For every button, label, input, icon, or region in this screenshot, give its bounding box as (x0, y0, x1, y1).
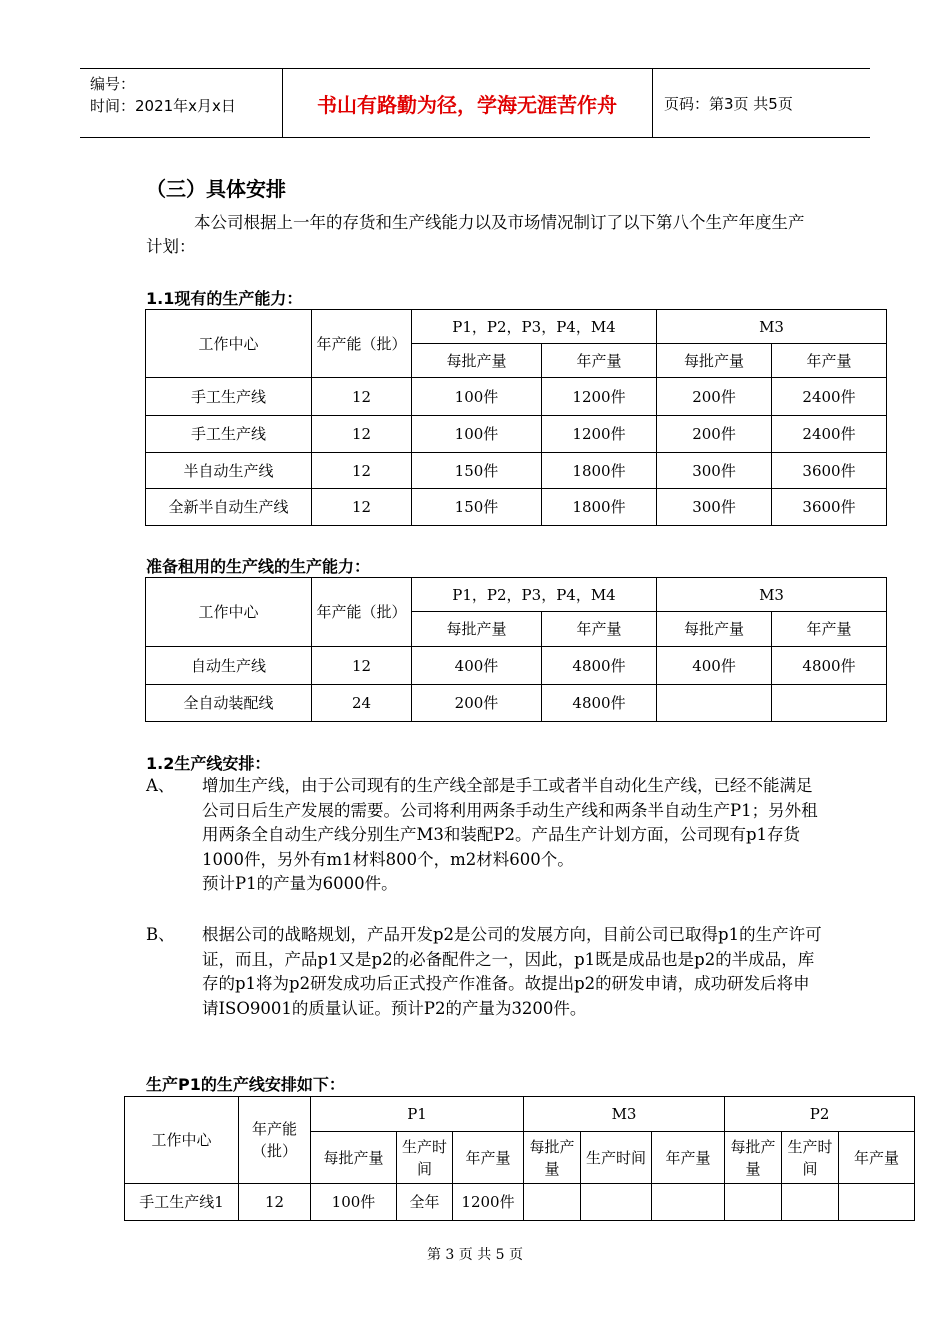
table-cell: 3600件 (772, 489, 887, 526)
table-cell: 12 (312, 453, 412, 489)
intro-paragraph: 本公司根据上一年的存货和生产线能力以及市场情况制订了以下第八个生产年度生产计划： (146, 213, 805, 256)
table-row (146, 453, 887, 489)
table-cell: 12 (312, 416, 412, 453)
table-cell: 12 (239, 1184, 311, 1221)
sub-header-batch: 每批产量 (657, 344, 772, 378)
table-cell: 1200件 (453, 1184, 524, 1221)
table-cell: 12 (312, 378, 412, 416)
table-cell: 自动生产线 (146, 647, 312, 685)
col-header-center: 工作中心 (146, 578, 312, 647)
item-a-marker: A、 (146, 776, 175, 795)
table-cell (657, 685, 772, 722)
table-cell: 300件 (657, 489, 772, 526)
col-header-capacity: 年产能（批） (312, 310, 412, 378)
table-cell: 3600件 (772, 453, 887, 489)
col-header-center: 工作中心 (125, 1097, 239, 1184)
table-cell: 1200件 (542, 416, 657, 453)
group-header-m3: M3 (524, 1097, 725, 1132)
group-header-m3: M3 (657, 310, 887, 344)
group-header-p1: P1 (311, 1097, 524, 1132)
header-motto: 书山有路勤为径，学海无涯苦作舟 (317, 93, 617, 117)
col-header-capacity: 年产能（批） (239, 1097, 311, 1184)
table-row (125, 1184, 915, 1221)
table-cell: 400件 (412, 647, 542, 685)
table-row (146, 489, 887, 526)
sub-header-batch: 每批产量 (725, 1132, 782, 1184)
sub-header-annual: 年产量 (772, 344, 887, 378)
table-cell: 24 (312, 685, 412, 722)
table-cell: 1200件 (542, 378, 657, 416)
table-cell: 400件 (657, 647, 772, 685)
header-meta (90, 73, 236, 117)
table-cell: 300件 (657, 453, 772, 489)
sub-header-time: 生产时间 (782, 1132, 839, 1184)
header-page-number: 页码：第3页 共5页 (664, 95, 793, 113)
table-cell: 4800件 (772, 647, 887, 685)
table-cell: 2400件 (772, 378, 887, 416)
sub-header-batch: 每批产量 (412, 344, 542, 378)
group-header-p2: P2 (725, 1097, 915, 1132)
table-cell: 12 (312, 647, 412, 685)
header-number: 编号： (90, 75, 136, 93)
page-footer: 第 3 页 共 5 页 (426, 1247, 524, 1263)
table-cell: 100件 (311, 1184, 397, 1221)
p1-arrangement-table (124, 1096, 915, 1221)
table-cell: 全新半自动生产线 (146, 489, 312, 526)
arrangement-caption: 1.2生产线安排： (146, 754, 271, 773)
table-cell: 100件 (412, 378, 542, 416)
sub-header-annual: 年产量 (542, 612, 657, 647)
table-row (146, 647, 887, 685)
table-cell: 200件 (657, 378, 772, 416)
sub-header-batch: 每批产量 (412, 612, 542, 647)
sub-header-annual: 年产量 (652, 1132, 725, 1184)
table-cell: 手工生产线 (146, 416, 312, 453)
table1-caption: 1.1现有的生产能力： (146, 289, 303, 308)
group-header-p: P1，P2，P3，P4，M4 (412, 578, 657, 612)
table-cell (524, 1184, 581, 1221)
table-cell: 全自动装配线 (146, 685, 312, 722)
table-cell (725, 1184, 782, 1221)
table3-caption: 生产P1的生产线安排如下： (146, 1075, 345, 1094)
group-header-m3: M3 (657, 578, 887, 612)
table-cell: 12 (312, 489, 412, 526)
arrangement-item-b (146, 923, 826, 1021)
table-cell: 手工生产线1 (125, 1184, 239, 1221)
table-cell: 150件 (412, 453, 542, 489)
table-cell (581, 1184, 652, 1221)
table-row (146, 416, 887, 453)
arrangement-item-a (146, 774, 826, 897)
table-cell (652, 1184, 725, 1221)
table-cell: 手工生产线 (146, 378, 312, 416)
table-cell: 200件 (412, 685, 542, 722)
table-cell: 100件 (412, 416, 542, 453)
section-title: （三）具体安排 (146, 177, 286, 201)
table-cell (782, 1184, 839, 1221)
table-cell (772, 685, 887, 722)
sub-header-batch: 每批产量 (657, 612, 772, 647)
sub-header-annual: 年产量 (772, 612, 887, 647)
sub-header-annual: 年产量 (542, 344, 657, 378)
table-cell: 150件 (412, 489, 542, 526)
current-capacity-table (145, 309, 887, 526)
rental-capacity-table (145, 577, 887, 722)
sub-header-batch: 每批产量 (311, 1132, 397, 1184)
header-time: 时间：2021年x月x日 (90, 97, 236, 115)
table-cell: 200件 (657, 416, 772, 453)
table-cell: 半自动生产线 (146, 453, 312, 489)
page-header (80, 68, 870, 138)
item-b-marker: B、 (146, 925, 175, 944)
col-header-capacity: 年产能（批） (312, 578, 412, 647)
table-cell: 全年 (397, 1184, 453, 1221)
group-header-p: P1，P2，P3，P4，M4 (412, 310, 657, 344)
table-cell: 1800件 (542, 453, 657, 489)
sub-header-time: 生产时间 (397, 1132, 453, 1184)
table2-caption: 准备租用的生产线的生产能力： (146, 557, 371, 576)
item-a-extra: 预计P1的产量为6000件。 (202, 874, 398, 893)
item-b-text: 根据公司的战略规划，产品开发p2是公司的发展方向，目前公司已取得p1的生产许可证，而且，产品p1又是p2的必备配件之一，因此，p1既是成品也是p2的半成品，库存的p1将为p2研发成功后正式投产作准备。故提出p2的研发申请，成功研发后将申请ISO9001的质量认证。预计P2的产量为3200件。 (202, 925, 822, 1018)
table-cell: 1800件 (542, 489, 657, 526)
sub-header-batch: 每批产量 (524, 1132, 581, 1184)
col-header-center: 工作中心 (146, 310, 312, 378)
sub-header-annual: 年产量 (453, 1132, 524, 1184)
table-row (146, 378, 887, 416)
item-a-text: 增加生产线，由于公司现有的生产线全部是手工或者半自动化生产线，已经不能满足公司日后生产发展的需要。公司将利用两条手动生产线和两条半自动生产P1；另外租用两条全自动生产线分别生产M3和装配P2。产品生产计划方面，公司现有p1存货1000件，另外有m1材料800个，m2材料600个。 (202, 776, 818, 869)
table-cell: 4800件 (542, 647, 657, 685)
sub-header-annual: 年产量 (839, 1132, 915, 1184)
sub-header-time: 生产时间 (581, 1132, 652, 1184)
table-cell: 2400件 (772, 416, 887, 453)
table-cell: 4800件 (542, 685, 657, 722)
header-divider (652, 69, 653, 137)
table-cell (839, 1184, 915, 1221)
table-row (146, 685, 887, 722)
